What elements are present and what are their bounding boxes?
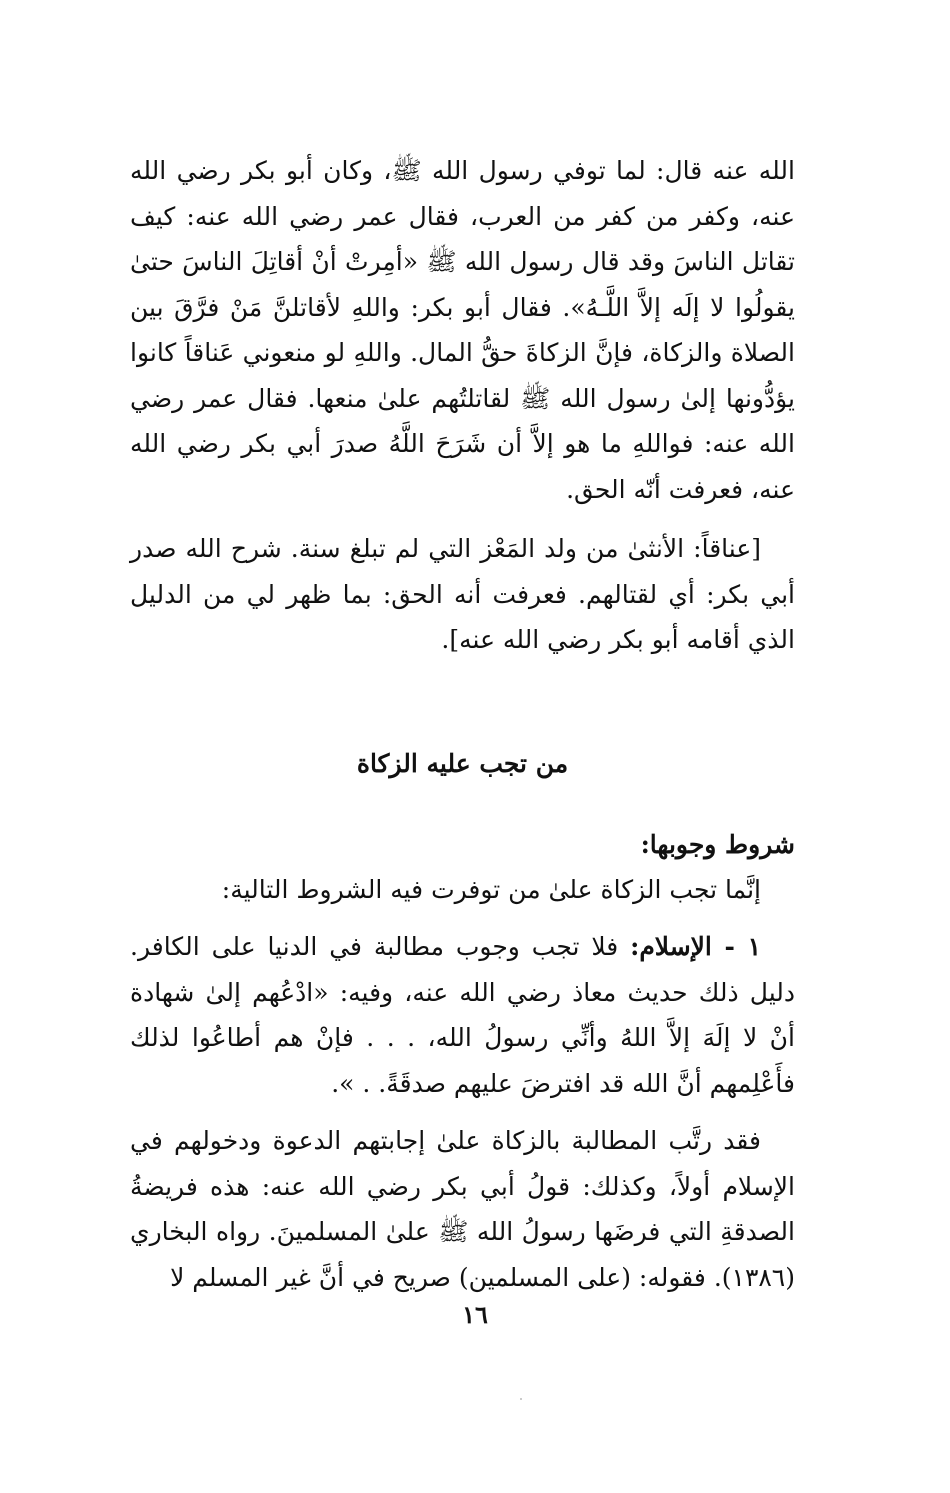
condition-islam [130, 924, 795, 1106]
glossary-note: [عناقاً: الأنثىٰ من ولد المَعْز التي لم تبلغ سنة. شرح الله صدر أبي بكر: أي لقتالهم. فعرفت أنه الحق: بما ظهر لي من الدليل الذي أقامه أبو بكر رضي الله عنه]. [130, 534, 795, 654]
conditions-intro: إنَّما تجب الزكاة علىٰ من توفرت فيه الشروط التالية: [221, 874, 761, 904]
hadith-paragraph: الله عنه قال: لما توفي رسول الله ﷺ، وكان أبو بكر رضي الله عنه، وكفر من كفر من العرب، فقال عمر رضي الله عنه: كيف تقاتل الناسَ وقد قال رسول الله ﷺ «أمِرتْ أنْ أقاتِلَ الناسَ حتىٰ يقولُوا لا إلَه إلاَّ اللَّـهُ». فقال أبو بكر: واللهِ لأقاتلنَّ مَنْ فرَّقَ بين الصلاة والزكاة، فإنَّ الزكاةَ حقُّ المال. واللهِ لو منعوني عَناقاً كانوا يؤدُّونها إلىٰ رسول الله ﷺ لقاتلتُهم علىٰ منعها. فقال عمر رضي الله عنه: فواللهِ ما هو إلاَّ أن شَرَحَ اللَّهُ صدرَ أبي بكر رضي الله عنه، فعرفت أنّه الحق. [130, 156, 796, 504]
section-heading: من تجب عليه الزكاة [356, 748, 569, 778]
page-body [130, 148, 795, 1300]
evidence-paragraph: فقد رتَّب المطالبة بالزكاة علىٰ إجابتهم الدعوة ودخولهم في الإسلام أولاً، وكذلك: قولُ أبي بكر رضي الله عنه: هذه فريضةُ الصدقةِ التي فرضَها رسولُ الله ﷺ علىٰ المسلمينَ. رواه البخاري (١٣٨٦). فقوله: (على المسلمين) صريح في أنَّ غير المسلم لا [130, 1126, 795, 1292]
page-number: ١٦ [462, 1300, 488, 1329]
subsection-heading: شروط وجوبها: [640, 829, 795, 859]
condition-islam-label: ١ - الإسلام: [630, 932, 761, 961]
condition-islam-body: فلا تجب وجوب مطالبة في الدنيا على الكافر. دليل ذلك حديث معاذ رضي الله عنه، وفيه: «ادْعُهم إلىٰ شهادة أنْ لا إلَهَ إلاَّ اللهُ وأنِّي رسولُ الله، . . . فإنْ هم أطاعُوا لذلك فأَعْلِمهم أنَّ الله قد افترضَ عليهم صدقَةً. . ». [130, 932, 795, 1098]
scan-speck [520, 1398, 522, 1400]
